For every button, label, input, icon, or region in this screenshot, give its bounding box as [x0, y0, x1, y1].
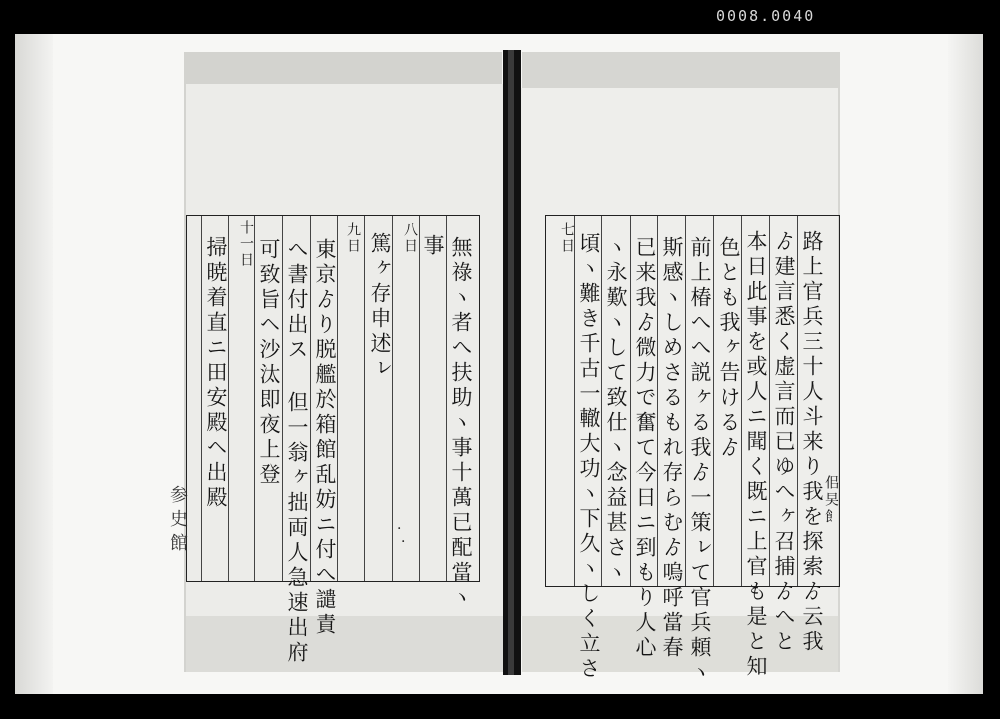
- right-text-block: [545, 215, 840, 686]
- text-column: へ書付出ス 但一翁ヶ拙両人急速出府: [285, 238, 309, 666]
- text-column: 已来我ゟ微力で奮て今日ニ到もり人心: [633, 236, 657, 661]
- ruled-line: [769, 216, 770, 586]
- mount-shadow-left: [15, 34, 53, 694]
- ink-dot: ·: [401, 534, 406, 550]
- date-heading: 七日: [559, 222, 575, 254]
- text-column: ゟ建言悉く虚言而已ゆへヶ召捕ゟへと: [772, 230, 796, 655]
- ruled-line: [446, 216, 447, 581]
- frame-code: 0008.0040: [716, 7, 816, 25]
- ruled-line: [685, 216, 686, 586]
- text-column: 篤ヶ存申述ㇾ: [368, 232, 392, 382]
- date-heading: 九日: [345, 222, 361, 254]
- text-column: 東京ゟり脱艦於箱館乱妨ニ付へ譴責: [313, 238, 337, 638]
- text-column: 頃ヽ難き千古一轍大功ヽ下久ヽしく立さ: [577, 232, 601, 682]
- date-heading: 十一日: [238, 220, 254, 268]
- text-column: 前上椿へへ説ヶる我ゟ一策ㇾて官兵頼ヽ: [688, 236, 712, 686]
- ink-dot: ·: [397, 521, 402, 537]
- text-column: 事: [421, 234, 445, 259]
- left-text-block: [186, 215, 480, 666]
- text-column: 無祿ヽ者へ扶助ヽ事十萬已配當ヽ: [449, 236, 473, 611]
- date-heading: 八日: [402, 222, 418, 254]
- text-column: 本日此事を或人ニ聞く既ニ上官も是と知: [744, 230, 768, 680]
- ruled-line: [713, 216, 714, 586]
- text-column: 斯感ヽしめさるもれ存らむゟ嗚呼當春: [660, 236, 684, 661]
- header-mark: 佀旲飠: [823, 475, 839, 526]
- text-column: ヽ永歎ヽして致仕ヽ念益甚さヽ: [604, 236, 628, 586]
- mount-shadow-right: [948, 34, 983, 694]
- left-page-bottom: [186, 616, 504, 672]
- gutter-highlight: [508, 50, 514, 675]
- ruled-line: [201, 216, 202, 581]
- ruled-line: [282, 216, 283, 581]
- text-column: 色とも我ヶ告けるゟ: [717, 236, 741, 461]
- ruled-line: [419, 216, 420, 581]
- ruled-line: [574, 216, 575, 586]
- text-column: 路上官兵三十人斗来り我を探索ゟ云我: [800, 230, 824, 655]
- ruled-line: [797, 216, 798, 586]
- ruled-line: [254, 216, 255, 581]
- ruled-line: [310, 216, 311, 581]
- ruled-line: [364, 216, 365, 581]
- text-column: 掃暁着直ニ田安殿ヘ出殿: [204, 236, 228, 511]
- archive-stamp: 参史館: [167, 485, 188, 557]
- text-column: 可致旨ヘ沙汰即夜上登: [257, 238, 281, 488]
- ruled-line: [630, 216, 631, 586]
